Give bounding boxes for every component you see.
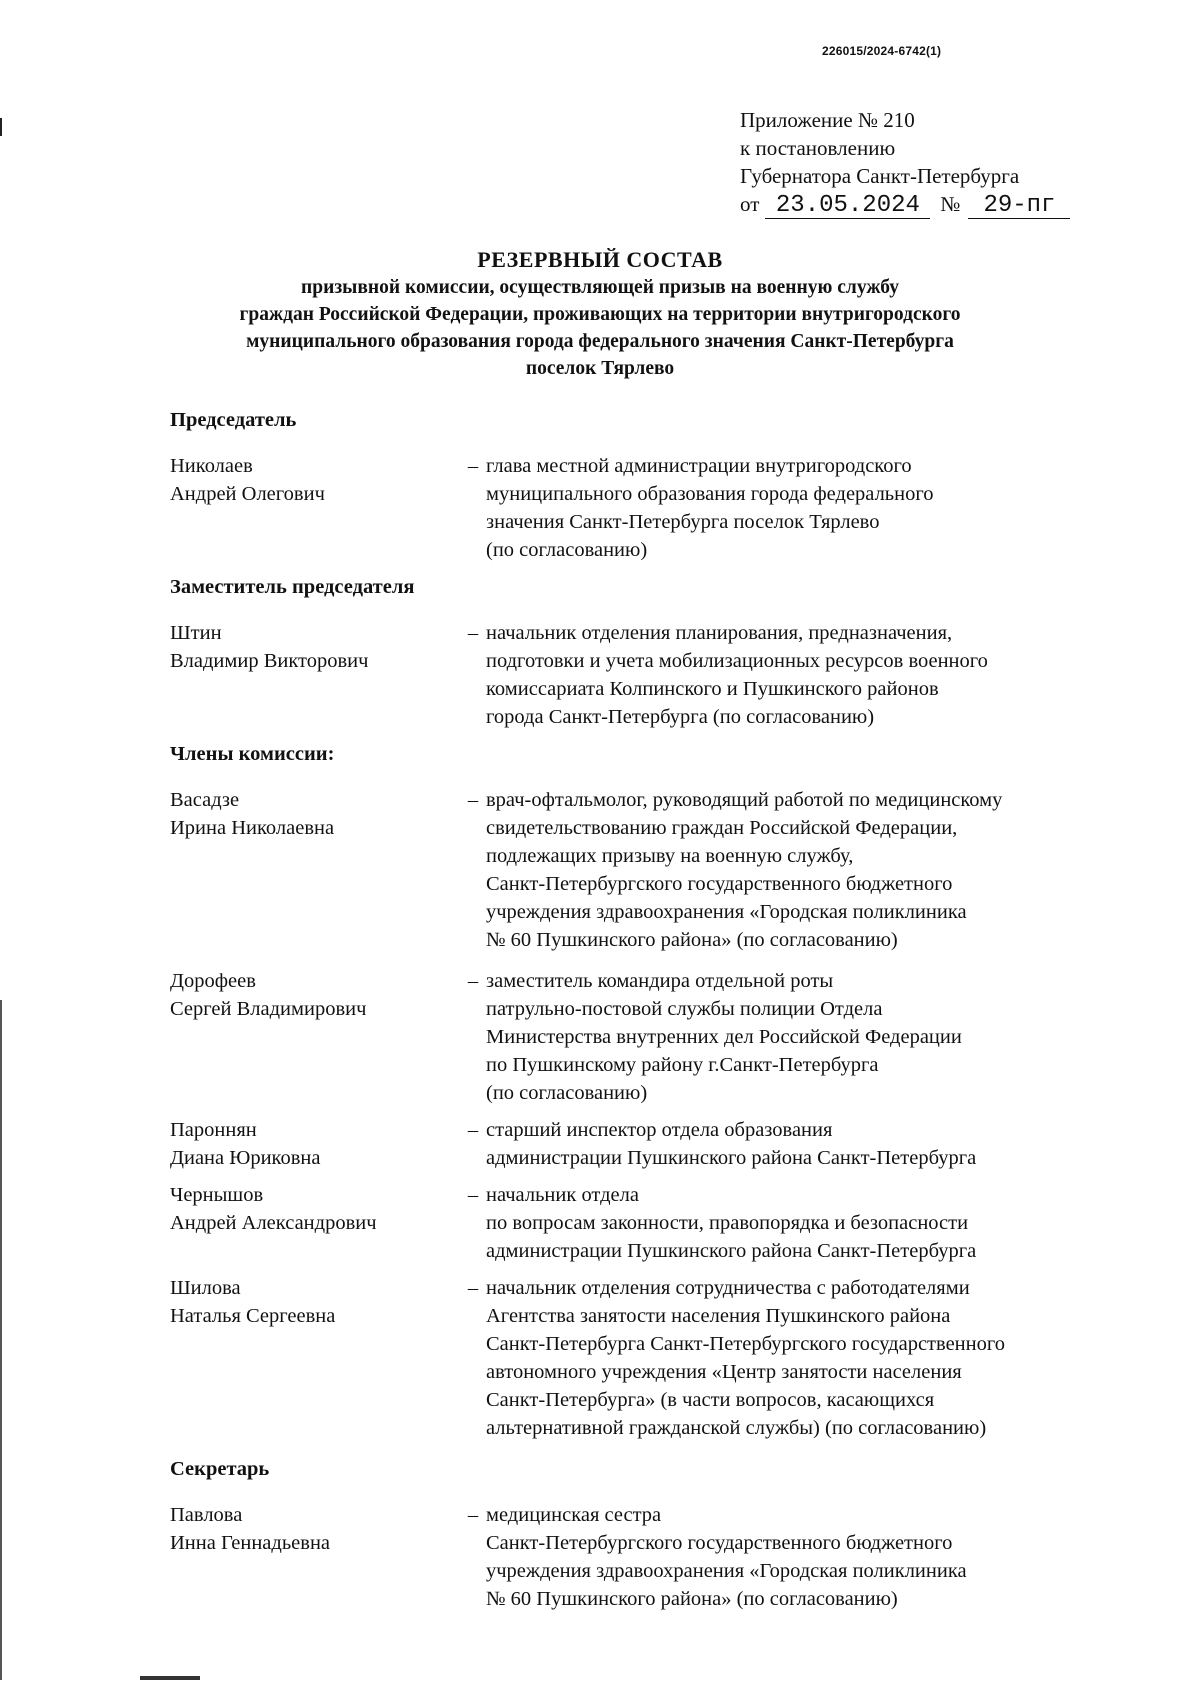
position-line: подлежащих призыву на военную службу,	[486, 845, 854, 867]
position-line: автономного учреждения «Центр занятости населения	[486, 1361, 962, 1383]
member-name	[170, 452, 460, 564]
dash-separator: –	[467, 1277, 479, 1299]
member-surname: Дорофеев	[170, 970, 256, 992]
member-name	[170, 1274, 460, 1442]
position-line: администрации Пушкинского района Санкт-Петербурга	[486, 1147, 977, 1169]
member-given-name: Диана Юриковна	[170, 1147, 321, 1169]
dash-separator: –	[467, 789, 479, 811]
member-given-name: Ирина Николаевна	[170, 817, 335, 839]
member-entry	[170, 619, 1130, 731]
member-position	[486, 1181, 1130, 1265]
position-line: начальник отдела	[486, 1184, 639, 1206]
member-entry	[170, 1501, 1130, 1613]
member-surname: Пароннян	[170, 1119, 257, 1141]
position-line: Агентства занятости населения Пушкинского района	[486, 1305, 951, 1327]
member-entry	[170, 1274, 1130, 1442]
member-surname: Шилова	[170, 1277, 241, 1299]
position-line: учреждения здравоохранения «Городская поликлиника	[486, 1560, 967, 1582]
dash-separator: –	[467, 455, 479, 477]
position-line: значения Санкт-Петербурга поселок Тярлево	[486, 511, 880, 533]
section-heading-members: Члены комиссии:	[170, 743, 335, 765]
position-line: муниципального образования города федерального	[486, 483, 934, 505]
member-surname: Васадзе	[170, 789, 240, 811]
member-position	[486, 1501, 1130, 1613]
position-line: альтернативной гражданской службы) (по согласованию)	[486, 1417, 987, 1439]
position-line: № 60 Пушкинского района» (по согласованию)	[486, 1588, 898, 1610]
member-given-name: Сергей Владимирович	[170, 998, 367, 1020]
dash-separator: –	[467, 970, 479, 992]
position-line: Санкт-Петербургского государственного бюджетного	[486, 873, 953, 895]
member-position	[486, 786, 1130, 954]
position-line: врач-офтальмолог, руководящий работой по медицинскому	[486, 789, 1003, 811]
position-line: подготовки и учета мобилизационных ресурсов военного	[486, 650, 988, 672]
member-surname: Павлова	[170, 1504, 243, 1526]
dash-separator: –	[467, 1504, 479, 1526]
number-sign: №	[940, 192, 961, 216]
member-entry	[170, 967, 1130, 1107]
title-line: граждан Российской Федерации, проживающих на территории внутригородского	[239, 304, 961, 325]
decree-date: 23.05.2024	[765, 194, 930, 219]
scan-bottom-artifact	[140, 1676, 200, 1680]
appendix-number: Приложение № 210	[740, 108, 915, 132]
title-line: муниципального образования города федерального значения Санкт-Петербурга	[246, 331, 954, 352]
section-heading-chairman: Председатель	[170, 409, 297, 431]
commission-composition	[170, 406, 1130, 1613]
position-line: по вопросам законности, правопорядка и безопасности	[486, 1212, 969, 1234]
position-line: свидетельствованию граждан Российской Федерации,	[486, 817, 958, 839]
position-line: (по согласованию)	[486, 1082, 648, 1104]
position-line: заместитель командира отдельной роты	[486, 970, 834, 992]
decree-number: 29-пг	[968, 194, 1070, 219]
member-entry	[170, 1181, 1130, 1265]
member-position	[486, 1116, 1130, 1172]
member-given-name: Андрей Александрович	[170, 1212, 377, 1234]
member-surname: Штин	[170, 622, 222, 644]
member-entry	[170, 786, 1130, 954]
member-name	[170, 1181, 460, 1265]
member-given-name: Владимир Викторович	[170, 650, 369, 672]
position-line: по Пушкинскому району г.Санкт-Петербурга	[486, 1054, 879, 1076]
member-given-name: Андрей Олегович	[170, 483, 325, 505]
section-heading-secretary: Секретарь	[170, 1458, 270, 1480]
scan-margin-line	[0, 1000, 2, 1680]
member-entry	[170, 1116, 1130, 1172]
dash-separator: –	[467, 1184, 479, 1206]
dash-separator: –	[467, 622, 479, 644]
section-heading-deputy: Заместитель председателя	[170, 576, 415, 598]
member-surname: Николаев	[170, 455, 253, 477]
title-main: РЕЗЕРВНЫЙ СОСТАВ	[477, 247, 723, 272]
position-line: Санкт-Петербурга» (в части вопросов, касающихся	[486, 1389, 935, 1411]
member-given-name: Наталья Сергеевна	[170, 1305, 336, 1327]
member-name	[170, 786, 460, 954]
position-line: города Санкт-Петербурга (по согласованию)	[486, 706, 875, 728]
member-name	[170, 1501, 460, 1613]
member-name	[170, 967, 460, 1107]
position-line: № 60 Пушкинского района» (по согласованию)	[486, 929, 898, 951]
appendix-header	[740, 106, 1070, 219]
date-prefix: от	[740, 192, 760, 216]
document-title	[150, 246, 1050, 382]
member-entry	[170, 452, 1130, 564]
member-given-name: Инна Геннадьевна	[170, 1532, 331, 1554]
position-line: начальник отделения планирования, предназначения,	[486, 622, 953, 644]
member-position	[486, 452, 1130, 564]
position-line: старший инспектор отдела образования	[486, 1119, 833, 1141]
position-line: администрации Пушкинского района Санкт-Петербурга	[486, 1240, 977, 1262]
position-line: Санкт-Петербургского государственного бюджетного	[486, 1532, 953, 1554]
position-line: начальник отделения сотрудничества с работодателями	[486, 1277, 970, 1299]
member-position	[486, 967, 1130, 1107]
position-line: комиссариата Колпинского и Пушкинского районов	[486, 678, 939, 700]
position-line: патрульно-постовой службы полиции Отдела	[486, 998, 883, 1020]
member-surname: Чернышов	[170, 1184, 264, 1206]
member-position	[486, 619, 1130, 731]
position-line: медицинская сестра	[486, 1504, 662, 1526]
position-line: Министерства внутренних дел Российской Федерации	[486, 1026, 962, 1048]
document-registration-number: 226015/2024-6742(1)	[822, 44, 942, 58]
dash-separator: –	[467, 1119, 479, 1141]
title-line: призывной комиссии, осуществляющей призыв на военную службу	[301, 277, 899, 298]
member-name	[170, 1116, 460, 1172]
decree-date-row	[740, 190, 1070, 219]
scan-margin-mark	[0, 118, 2, 136]
position-line: Санкт-Петербурга Санкт-Петербургского государственного	[486, 1333, 1006, 1355]
member-name	[170, 619, 460, 731]
member-position	[486, 1274, 1130, 1442]
appendix-to-decree: к постановлению	[740, 136, 896, 160]
position-line: глава местной администрации внутригородского	[486, 455, 912, 477]
position-line: учреждения здравоохранения «Городская поликлиника	[486, 901, 967, 923]
appendix-issuer: Губернатора Санкт-Петербурга	[740, 164, 1020, 188]
position-line: (по согласованию)	[486, 539, 648, 561]
title-line: поселок Тярлево	[525, 358, 675, 379]
